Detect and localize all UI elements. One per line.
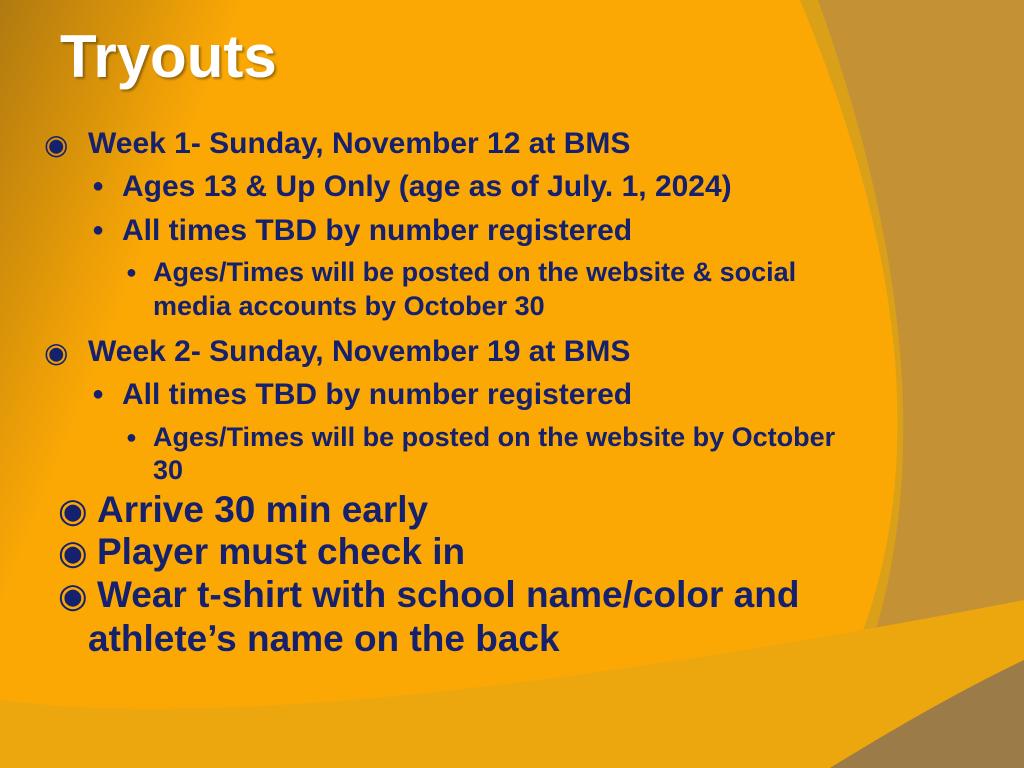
- dot-bullet-icon: ●: [92, 175, 105, 197]
- bullet-ages: Ages 13 & Up Only (age as of July. 1, 2024): [122, 170, 732, 203]
- bullet-arrive-early: Arrive 30 min early: [97, 489, 429, 530]
- bullet-posting-week2-line1: Ages/Times will be posted on the website by October: [153, 422, 836, 452]
- bullet-week2: Week 2- Sunday, November 19 at BMS: [88, 335, 631, 368]
- circle-dot-bullet-icon: ◉: [44, 337, 69, 368]
- circle-dot-bullet-icon: ◉: [58, 577, 88, 615]
- bullet-times-week2: All times TBD by number registered: [122, 378, 633, 411]
- bullet-posting-week1-line2: media accounts by October 30: [153, 291, 545, 321]
- circle-dot-bullet-icon: ◉: [58, 534, 88, 572]
- dot-bullet-icon: ●: [126, 427, 137, 447]
- circle-dot-bullet-icon: ◉: [58, 492, 88, 530]
- dot-bullet-icon: ●: [92, 383, 105, 405]
- bullet-check-in: Player must check in: [97, 531, 466, 572]
- bullet-wear-tshirt-line2: athlete’s name on the back: [88, 618, 560, 659]
- bullet-posting-week1-line1: Ages/Times will be posted on the website & social: [153, 257, 797, 287]
- bullet-wear-tshirt-line1: Wear t-shirt with school name/color and: [97, 574, 800, 615]
- dot-bullet-icon: ●: [126, 262, 137, 282]
- slide-title: Tryouts: [60, 23, 277, 90]
- bullet-week1: Week 1- Sunday, November 12 at BMS: [88, 127, 631, 160]
- dot-bullet-icon: ●: [92, 219, 105, 241]
- bullet-times-week1: All times TBD by number registered: [122, 214, 633, 247]
- bullet-posting-week2-line2: 30: [153, 455, 184, 485]
- circle-dot-bullet-icon: ◉: [44, 129, 69, 160]
